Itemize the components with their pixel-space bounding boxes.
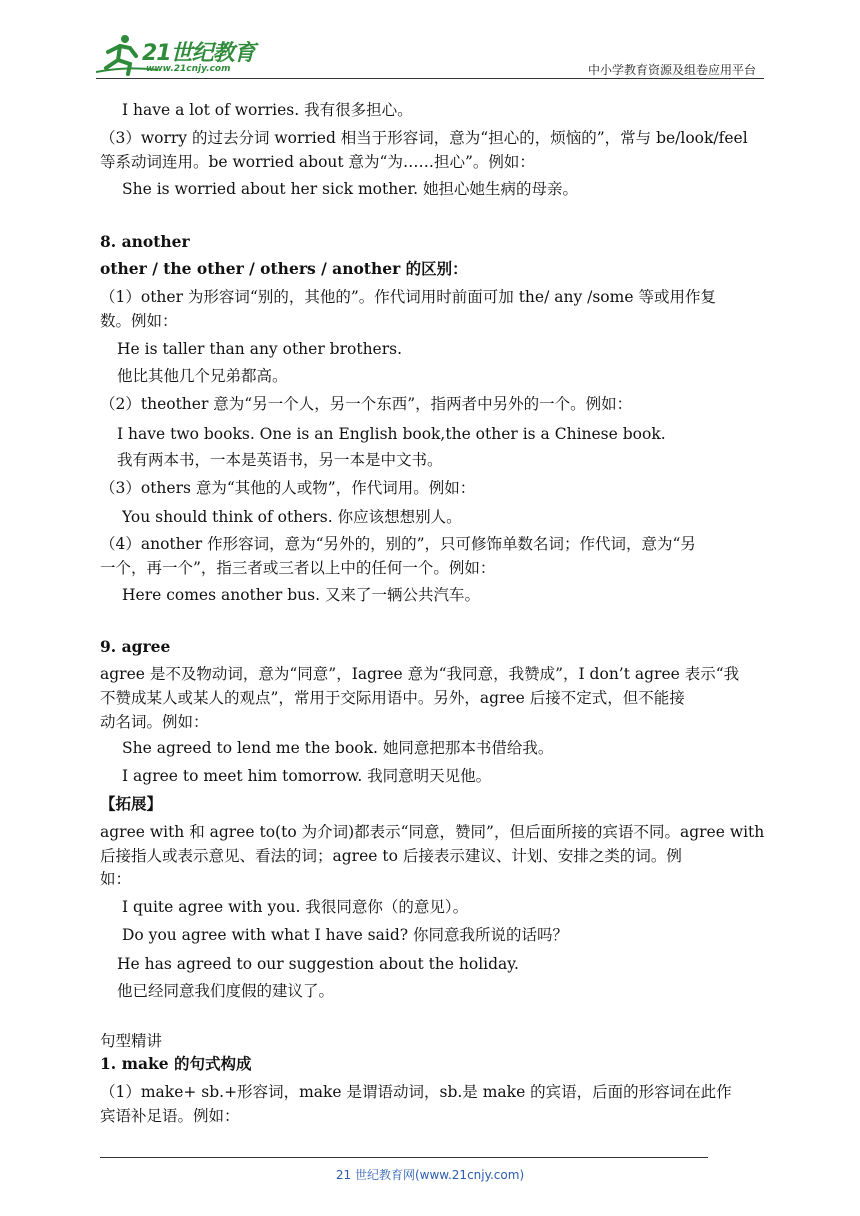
text-line: I have two books. One is an English book,the other is a Chinese book.: [117, 425, 666, 443]
text-line: （3）worry 的过去分词 worried 相当于形容词，意为“担心的，烦恼的”，常与 be/look/feel: [100, 129, 748, 147]
text-line: （1）other 为形容词“别的，其他的”。作代词用时前面可加 the/ any /some 等或用作复: [100, 288, 716, 306]
text-line: 等系动词连用。be worried about 意为“为……担心”。例如：: [100, 153, 535, 171]
text-line: She is worried about her sick mother. 她担心她生病的母亲。: [122, 180, 578, 198]
text-line: He has agreed to our suggestion about the holiday.: [117, 955, 519, 973]
text-line: Do you agree with what I have said? 你同意我所说的话吗？: [122, 926, 568, 944]
text-line: 他已经同意我们度假的建议了。: [117, 982, 335, 1000]
logo-main-text: 21世纪教育: [142, 41, 255, 66]
footer-link[interactable]: 21 世纪教育网(www.21cnjy.com): [335, 1168, 525, 1182]
section-heading: 9. agree: [100, 637, 171, 656]
text-line: 数。例如：: [100, 312, 178, 330]
section-label: 句型精讲: [100, 1032, 163, 1050]
section-heading: 1. make 的句式构成: [100, 1054, 252, 1073]
text-line: 后接指人或表示意见、看法的词；agree to 后接表示建议、计划、安排之类的词。例: [100, 847, 682, 865]
logo-url-text: www.21cnjy.com: [146, 64, 231, 74]
text-line: （2）theother 意为“另一个人，另一个东西”，指两者中另外的一个。例如：: [100, 395, 633, 413]
text-line: 我有两本书，一本是英语书，另一本是中文书。: [117, 451, 443, 469]
text-line: agree 是不及物动词，意为“同意”，Iagree 意为“我同意，我赞成”，I don’t agree 表示“我: [100, 665, 740, 683]
text-line: She agreed to lend me the book. 她同意把那本书借给我。: [122, 739, 554, 757]
text-line: （1）make+ sb.+形容词，make 是谓语动词，sb.是 make 的宾语，后面的形容词在此作: [100, 1083, 732, 1101]
text-line: （4）another 作形容词，意为“另外的，别的”，只可修饰单数名词；作代词，意为“另: [100, 535, 696, 553]
text-line: 动名词。例如：: [100, 713, 209, 731]
extension-heading: 【拓展】: [100, 794, 163, 813]
text-line: 他比其他几个兄弟都高。: [117, 367, 288, 385]
logo: [96, 30, 266, 78]
text-line: 不赞成某人或某人的观点”，常用于交际用语中。另外，agree 后接不定式，但不能接: [100, 689, 685, 707]
page-header: [96, 30, 764, 78]
text-line: （3）others 意为“其他的人或物”，作代词用。例如：: [100, 479, 476, 497]
text-line: 一个，再一个”，指三者或三者以上中的任何一个。例如：: [100, 559, 496, 577]
text-line: I have a lot of worries. 我有很多担心。: [122, 101, 413, 119]
platform-name: 中小学教育资源及组卷应用平台: [587, 63, 756, 77]
footer-divider: [100, 1157, 708, 1158]
text-line: agree with 和 agree to(to 为介词)都表示“同意，赞同”，但后面所接的宾语不同。agree with: [100, 823, 765, 841]
text-line: Here comes another bus. 又来了一辆公共汽车。: [122, 586, 480, 604]
text-line: He is taller than any other brothers.: [117, 340, 403, 358]
text-line: I quite agree with you. 我很同意你（的意见）。: [122, 898, 469, 916]
text-line: I agree to meet him tomorrow. 我同意明天见他。: [122, 767, 492, 785]
text-line: You should think of others. 你应该想想别人。: [122, 508, 462, 526]
subheading: other / the other / others / another 的区别：: [100, 259, 468, 278]
text-line: 如：: [100, 870, 132, 888]
text-line: 宾语补足语。例如：: [100, 1107, 240, 1125]
header-divider: [96, 78, 764, 79]
section-heading: 8. another: [100, 232, 190, 251]
